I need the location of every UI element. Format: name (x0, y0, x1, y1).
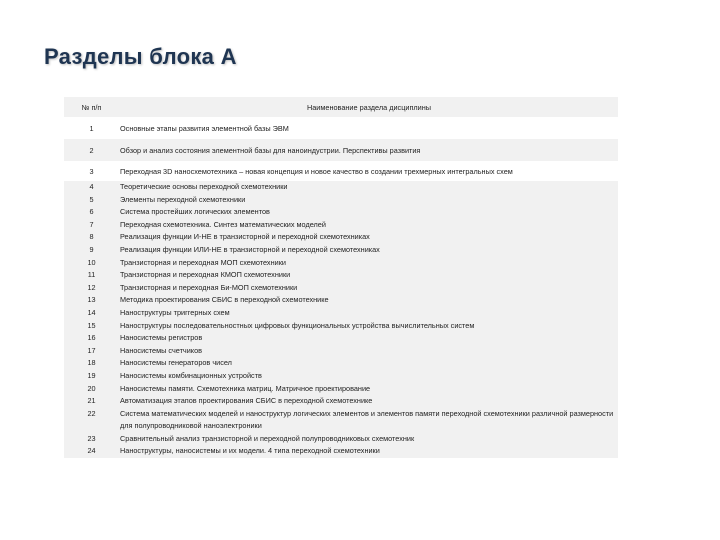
row-num: 14 (64, 307, 119, 320)
table-row (64, 117, 618, 139)
row-num: 20 (64, 383, 119, 396)
row-name: Система математических моделей и наноструктур логических элементов и элементов памяти переходной схемотехники различной размерности для полупроводниковой наноэлектроники (119, 408, 618, 433)
table-row (64, 307, 618, 320)
table-row (64, 219, 618, 232)
table-row (64, 332, 618, 345)
table-header-row (64, 97, 618, 117)
table-row (64, 395, 618, 408)
row-name: Транзисторная и переходная КМОП схемотехники (119, 269, 618, 282)
row-num: 4 (64, 181, 119, 194)
row-name: Реализация функции И-НЕ в транзисторной и переходной схемотехниках (119, 231, 618, 244)
table-row (64, 269, 618, 282)
row-num: 13 (64, 294, 119, 307)
row-name: Автоматизация этапов проектирования СБИС в переходной схемотехнике (119, 395, 618, 408)
row-name: Наносистемы счетчиков (119, 345, 618, 358)
row-name: Сравнительный анализ транзисторной и переходной полупроводниковых схемотехник (119, 433, 618, 446)
table-row (64, 383, 618, 396)
sections-table (64, 97, 618, 458)
table-row (64, 139, 618, 161)
row-num: 16 (64, 332, 119, 345)
row-name: Наноструктуры, наносистемы и их модели. 4 типа переходной схемотехники (119, 445, 618, 458)
row-num: 11 (64, 269, 119, 282)
page-title: Разделы блока А (44, 44, 237, 69)
row-name: Наноструктуры последовательностных цифровых функциональных устройства вычислительных систем (119, 320, 618, 333)
table-row (64, 282, 618, 295)
row-num: 8 (64, 231, 119, 244)
row-num: 17 (64, 345, 119, 358)
table-body (64, 181, 618, 458)
row-name: Основные этапы развития элементной базы ЭВМ (120, 123, 289, 133)
table-row (64, 433, 618, 446)
header-name: Наименование раздела дисциплины (119, 97, 618, 117)
table-row (64, 445, 618, 458)
table-row (64, 206, 618, 219)
table-row (64, 257, 618, 270)
table-row (64, 345, 618, 358)
table-row (64, 181, 618, 194)
table-row (64, 408, 618, 433)
row-num: 22 (64, 408, 119, 433)
row-name: Наноструктуры триггерных схем (119, 307, 618, 320)
row-num: 5 (64, 194, 119, 207)
table-row (64, 244, 618, 257)
row-name: Методика проектирования СБИС в переходной схемотехнике (119, 294, 618, 307)
row-num: 15 (64, 320, 119, 333)
table-row (64, 231, 618, 244)
row-num: 2 (64, 139, 119, 161)
table-row (64, 194, 618, 207)
row-name: Переходная схемотехника. Синтез математических моделей (119, 219, 618, 232)
row-num: 6 (64, 206, 119, 219)
row-name: Теоретические основы переходной схемотехники (119, 181, 618, 194)
row-num: 23 (64, 433, 119, 446)
row-name: Система простейших логических элементов (119, 206, 618, 219)
row-num: 1 (89, 123, 94, 133)
row-name: Наносистемы комбинационных устройств (119, 370, 618, 383)
table-row (64, 161, 618, 181)
row-num: 12 (64, 282, 119, 295)
row-name: Транзисторная и переходная Би-МОП схемотехники (119, 282, 618, 295)
row-name: Реализация функции ИЛИ-НЕ в транзисторной и переходной схемотехниках (119, 244, 618, 257)
row-name: Наносистемы регистров (119, 332, 618, 345)
row-name: Транзисторная и переходная МОП схемотехники (119, 257, 618, 270)
row-name: Элементы переходной схемотехники (119, 194, 618, 207)
row-num: 21 (64, 395, 119, 408)
header-num: № п/п (64, 97, 119, 117)
row-name: Переходная 3D наносхемотехника – новая концепция и новое качество в создании трехмерных интегральных схем (120, 166, 513, 176)
table-row (64, 370, 618, 383)
row-num: 24 (64, 445, 119, 458)
row-num: 7 (64, 219, 119, 232)
row-name: Наносистемы памяти. Схемотехника матриц. Матричное проектирование (119, 383, 618, 396)
row-num: 19 (64, 370, 119, 383)
table-row (64, 357, 618, 370)
table-row (64, 294, 618, 307)
row-num: 9 (64, 244, 119, 257)
row-num: 18 (64, 357, 119, 370)
row-name: Обзор и анализ состояния элементной базы для наноиндустрии. Перспективы развития (119, 139, 618, 161)
row-num: 3 (89, 166, 94, 176)
table-row (64, 320, 618, 333)
row-num: 10 (64, 257, 119, 270)
row-name: Наносистемы генераторов чисел (119, 357, 618, 370)
